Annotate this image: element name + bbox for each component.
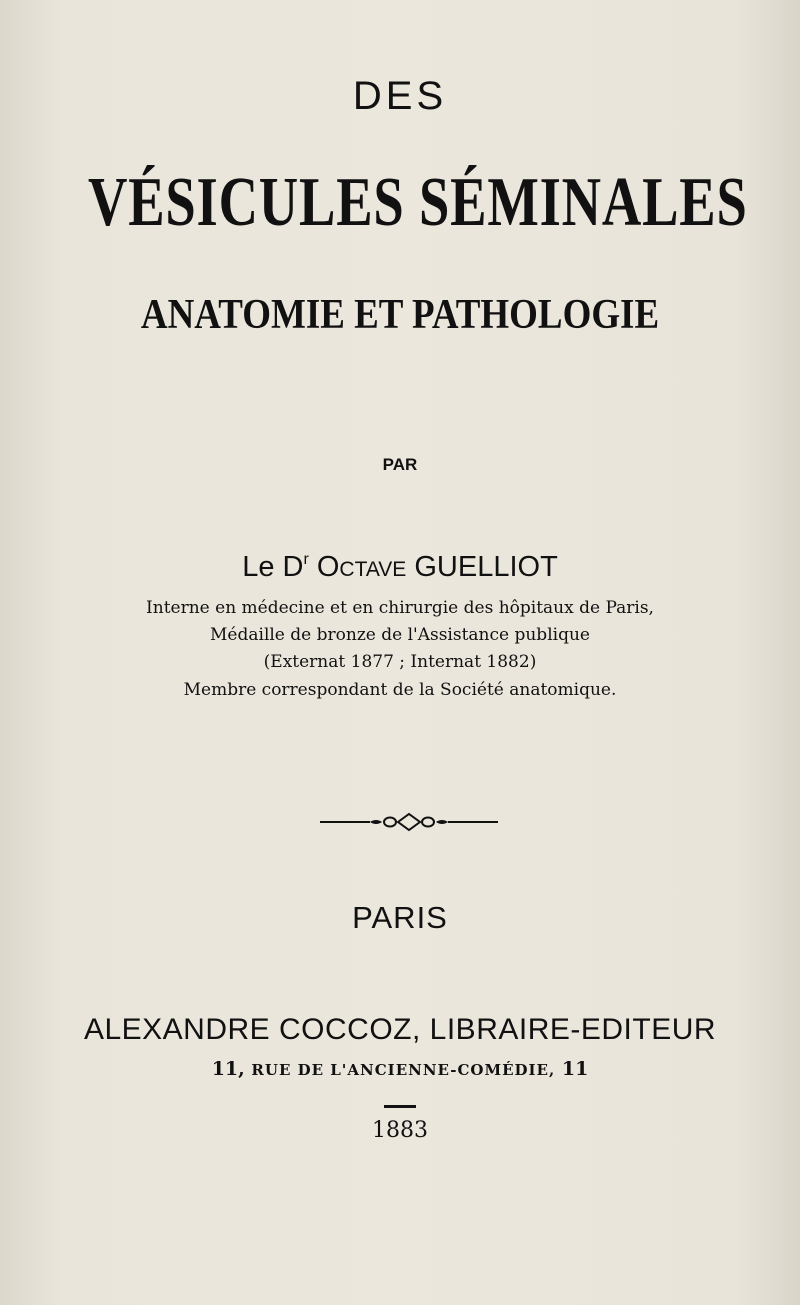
publisher-address [0,1056,800,1083]
publication-city: PARIS [352,900,448,935]
author-prefix-superscript: r [303,551,309,568]
credential-line: (Externat 1877 ; Internat 1882) [263,652,537,672]
pre-title: DES [352,74,448,118]
short-rule [384,1105,416,1108]
address-street: RUE DE L'ANCIENNE-COMÉDIE, [251,1061,556,1079]
ornament-divider [320,810,498,834]
address-number-end: 11 [561,1058,589,1080]
address-number-start: 11, [211,1058,245,1080]
publication-year: 1883 [372,1118,428,1143]
credential-line: Membre correspondant de la Société anatomique. [183,680,617,700]
by-label: PAR [382,455,418,474]
author-surname: GUELLIOT [414,551,558,583]
author-prefix: Le D [242,551,304,583]
main-title: VÉSICULES SÉMINALES [88,164,748,241]
credential-line: Médaille de bronze de l'Assistance publique [210,625,590,645]
subtitle: ANATOMIE ET PATHOLOGIE [140,292,660,338]
credential-line: Interne en médecine et en chirurgie des hôpitaux de Paris, [146,598,654,618]
author-name [0,542,800,588]
publisher: ALEXANDRE COCCOZ, LIBRAIRE-EDITEUR [83,1013,717,1046]
author-first-rest: CTAVE [339,558,407,581]
author-first-initial: O [316,551,340,583]
